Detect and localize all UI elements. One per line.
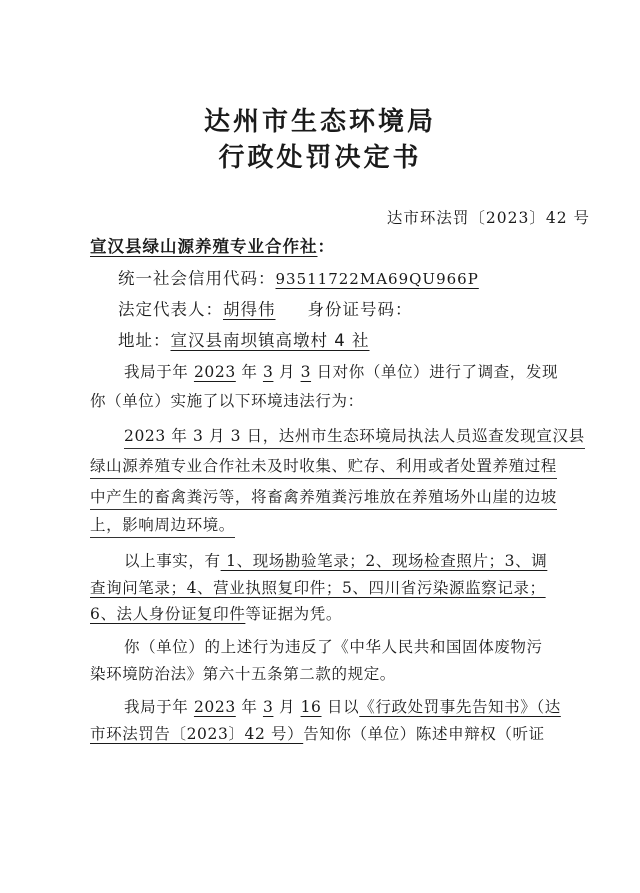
notice-document-title: 《行政处罚事先告知书》（达 xyxy=(359,698,561,716)
text-segment: 以上事实，有 xyxy=(124,552,221,570)
investigation-year: 2023 xyxy=(193,363,236,381)
credit-code-value: 93511722MA69QU966P xyxy=(275,270,479,288)
text-segment: 年 xyxy=(235,698,263,716)
law-violation-line1: 你（单位）的上述行为违反了《中华人民共和国固体废物污 xyxy=(124,638,543,656)
evidence-list: 6、法人身份证复印件 xyxy=(90,605,246,623)
violation-facts-line4 xyxy=(90,514,570,536)
violation-text: 上，影响周边环境。 xyxy=(90,516,235,538)
violation-text: 2023 年 3 月 3 日，达州市生态环境局执法人员巡查发现宣汉县 xyxy=(124,427,585,449)
receiver-line xyxy=(90,236,570,258)
text-segment: 年 xyxy=(235,363,263,381)
credit-code-line xyxy=(118,268,598,290)
text-segment: 我局于年 xyxy=(124,363,194,381)
paragraph-investigation-line2: 你（单位）实施了以下环境违法行为： xyxy=(90,392,364,410)
text-segment: 告知你（单位）陈述申辩权（听证 xyxy=(303,725,545,743)
investigation-month: 3 xyxy=(262,363,274,381)
evidence-list: 查询问笔录；4、营业执照复印件；5、四川省污染源监察记录； xyxy=(90,579,546,597)
legal-rep-label: 法定代表人： xyxy=(118,300,223,319)
receiver-name: 宣汉县绿山源养殖专业合作社 xyxy=(90,237,318,256)
address-label: 地址： xyxy=(118,331,171,350)
document-number: 达市环法罚〔2023〕42 号 xyxy=(386,209,590,227)
text-segment: 等证据为凭。 xyxy=(245,605,342,623)
text-segment: 月 xyxy=(273,363,301,381)
address-value: 宣汉县南坝镇高墩村 4 社 xyxy=(170,331,370,350)
text-segment: 日对你（单位）进行了调查，发现 xyxy=(311,363,559,381)
notice-day: 16 xyxy=(300,698,322,716)
law-violation-line2: 染环境防治法》第六十五条第二款的规定。 xyxy=(90,665,396,683)
evidence-line2 xyxy=(90,577,570,599)
evidence-line1 xyxy=(124,550,604,572)
text-segment: 月 xyxy=(273,698,301,716)
document-title-line2: 行政处罚决定书 xyxy=(218,143,422,173)
violation-text: 绿山源养殖专业合作社未及时收集、贮存、利用或者处置养殖过程 xyxy=(90,457,557,479)
violation-facts-line1 xyxy=(124,425,604,447)
address-line xyxy=(118,330,598,352)
notice-line2 xyxy=(90,723,570,745)
notice-month: 3 xyxy=(262,698,274,716)
document-title-line1: 达州市生态环境局 xyxy=(203,107,436,137)
receiver-suffix: ： xyxy=(317,237,335,256)
violation-text: 中产生的畜禽粪污等，将畜禽养殖粪污堆放在养殖场外山崖的边坡 xyxy=(90,488,557,510)
investigation-day: 3 xyxy=(300,363,312,381)
notice-year: 2023 xyxy=(193,698,236,716)
violation-facts-line2 xyxy=(90,455,570,477)
notice-document-number: 市环法罚告〔2023〕42 号） xyxy=(90,725,304,743)
paragraph-investigation-line1 xyxy=(124,361,604,383)
notice-line1 xyxy=(124,696,604,718)
credit-code-label: 统一社会信用代码： xyxy=(118,269,276,288)
text-segment: 我局于年 xyxy=(124,698,194,716)
evidence-line3 xyxy=(90,603,570,625)
text-segment: 日以 xyxy=(321,698,360,716)
id-number-label: 身份证号码： xyxy=(307,300,413,319)
legal-rep-line xyxy=(118,299,598,321)
evidence-list: 1、现场勘验笔录；2、现场检查照片；3、调 xyxy=(220,552,548,570)
legal-rep-value: 胡得伟 xyxy=(223,300,276,319)
violation-facts-line3 xyxy=(90,486,570,508)
